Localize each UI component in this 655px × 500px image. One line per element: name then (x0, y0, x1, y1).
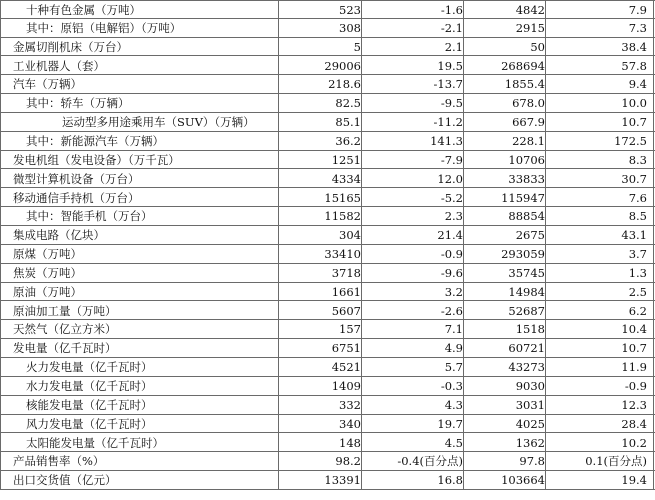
cumulative-value: 115947 (501, 190, 545, 205)
cumulative-growth: 7.9 (628, 3, 647, 17)
cumulative-value: 667.9 (512, 115, 545, 130)
row-name: 火力发电量（亿千瓦时） (26, 360, 153, 375)
cumulative-value: 10706 (508, 152, 545, 167)
table-row (0, 0, 655, 19)
current-month-value: 1661 (331, 284, 361, 299)
cumulative-value: 97.8 (519, 454, 545, 469)
current-month-growth: -0.4(百分点) (397, 454, 463, 469)
current-month-value: 5 (353, 39, 361, 54)
current-month-growth: 4.3 (444, 397, 463, 412)
current-month-value: 6751 (331, 341, 361, 356)
cumulative-growth: 8.3 (628, 152, 647, 167)
cumulative-value: 228.1 (512, 133, 545, 148)
row-name: 原煤（万吨） (13, 247, 82, 262)
cumulative-value: 9030 (515, 379, 545, 393)
grid-line (361, 0, 362, 490)
current-month-value: 523 (339, 3, 361, 17)
current-month-value: 82.5 (335, 96, 361, 111)
cumulative-value: 35745 (508, 265, 545, 280)
current-month-growth: 4.5 (444, 435, 463, 450)
cumulative-growth: -0.9 (624, 379, 647, 393)
table-row (0, 226, 655, 245)
row-name: 其中：智能手机（万台） (26, 209, 153, 224)
cumulative-value: 52687 (508, 303, 545, 318)
cumulative-growth: 38.4 (621, 39, 647, 54)
row-name: 风力发电量（亿千瓦时） (26, 416, 153, 431)
current-month-growth: 19.5 (437, 58, 463, 73)
grid-line (278, 0, 279, 490)
table-row (0, 151, 655, 170)
row-name: 其中：轿车（万辆） (26, 96, 130, 111)
cumulative-growth: 6.2 (628, 303, 647, 318)
cumulative-growth: 57.8 (621, 58, 647, 73)
current-month-value: 332 (339, 397, 361, 412)
current-month-value: 29006 (324, 58, 361, 73)
cumulative-value: 14984 (508, 284, 545, 299)
cumulative-value: 3031 (515, 397, 545, 412)
row-name: 原油加工量（万吨） (13, 303, 117, 318)
current-month-value: 5607 (331, 303, 361, 318)
table-row (0, 113, 655, 132)
table-row (0, 320, 655, 339)
row-name: 天然气（亿立方米） (13, 322, 117, 337)
row-name: 产品销售率（%） (13, 454, 105, 469)
row-name: 出口交货值（亿元） (13, 473, 117, 488)
cumulative-growth: 28.4 (621, 416, 647, 431)
current-month-growth: 3.2 (444, 284, 463, 299)
table-row (0, 283, 655, 302)
table-row (0, 19, 655, 38)
current-month-value: 33410 (324, 247, 361, 262)
current-month-value: 13391 (324, 473, 361, 488)
current-month-growth: 7.1 (444, 322, 463, 337)
current-month-value: 85.1 (335, 115, 361, 130)
current-month-growth: 141.3 (430, 133, 463, 148)
current-month-growth: -0.3 (440, 379, 463, 393)
table-row (0, 170, 655, 189)
table-row (0, 132, 655, 151)
current-month-value: 218.6 (328, 77, 361, 92)
row-name: 其中：原铝（电解铝）（万吨） (26, 20, 182, 35)
current-month-growth: 5.7 (444, 360, 463, 375)
cumulative-value: 268694 (501, 58, 545, 73)
current-month-growth: -9.6 (440, 265, 463, 280)
current-month-growth: 2.3 (444, 209, 463, 224)
cumulative-growth: 10.0 (621, 96, 647, 111)
cumulative-growth: 19.4 (621, 473, 647, 488)
cumulative-value: 50 (530, 39, 545, 54)
grid-line (545, 0, 546, 490)
current-month-growth: -13.7 (433, 77, 463, 92)
cumulative-growth: 1.3 (628, 265, 647, 280)
current-month-value: 308 (339, 20, 361, 35)
cumulative-value: 1362 (515, 435, 545, 450)
current-month-value: 1409 (331, 379, 361, 393)
row-name: 发电机组（发电设备）（万千瓦） (13, 152, 180, 167)
row-name: 集成电路（亿块） (13, 228, 105, 243)
cumulative-value: 4842 (515, 3, 545, 17)
cumulative-value: 293059 (501, 247, 545, 262)
cumulative-growth: 3.7 (628, 247, 647, 262)
current-month-value: 36.2 (335, 133, 361, 148)
row-name: 焦炭（万吨） (13, 265, 82, 280)
current-month-growth: 12.0 (437, 171, 463, 186)
current-month-growth: -1.6 (440, 3, 463, 17)
table-row (0, 471, 655, 490)
table-row (0, 57, 655, 76)
current-month-growth: 2.1 (444, 39, 463, 54)
current-month-value: 340 (339, 416, 361, 431)
current-month-growth: -11.2 (433, 115, 463, 130)
cumulative-growth: 7.6 (628, 190, 647, 205)
current-month-value: 98.2 (335, 454, 361, 469)
cumulative-growth: 8.5 (628, 209, 647, 224)
current-month-growth: 19.7 (437, 416, 463, 431)
cumulative-growth: 30.7 (621, 171, 647, 186)
current-month-value: 148 (339, 435, 361, 450)
cumulative-growth: 7.3 (628, 20, 647, 35)
row-name: 微型计算机设备（万台） (13, 171, 140, 186)
current-month-value: 11582 (324, 209, 361, 224)
row-name: 其中：新能源汽车（万辆） (26, 133, 164, 148)
current-month-growth: 21.4 (437, 228, 463, 243)
row-name: 金属切削机床（万台） (13, 39, 128, 54)
row-name: 运动型多用途乘用车（SUV）（万辆） (62, 115, 255, 130)
row-name: 水力发电量（亿千瓦时） (26, 379, 153, 393)
current-month-growth: -5.2 (440, 190, 463, 205)
cumulative-growth: 10.4 (621, 322, 647, 337)
table-row (0, 207, 655, 226)
cumulative-value: 678.0 (512, 96, 545, 111)
cumulative-growth: 2.5 (628, 284, 647, 299)
current-month-value: 4521 (331, 360, 361, 375)
cumulative-growth: 43.1 (621, 228, 647, 243)
current-month-value: 4334 (331, 171, 361, 186)
table-row (0, 38, 655, 57)
cumulative-growth: 0.1(百分点) (585, 454, 647, 469)
table-row (0, 396, 655, 415)
table-row (0, 94, 655, 113)
cumulative-growth: 172.5 (614, 133, 647, 148)
cumulative-growth: 12.3 (621, 397, 647, 412)
cumulative-value: 43273 (508, 360, 545, 375)
cumulative-value: 4025 (515, 416, 545, 431)
row-name: 原油（万吨） (13, 284, 82, 299)
row-name: 汽车（万辆） (13, 77, 82, 92)
row-name: 十种有色金属（万吨） (26, 3, 141, 17)
row-name: 发电量（亿千瓦时） (13, 341, 117, 356)
cumulative-growth: 9.4 (628, 77, 647, 92)
row-name: 太阳能发电量（亿千瓦时） (26, 435, 164, 450)
table-row (0, 339, 655, 358)
table-row (0, 189, 655, 208)
table-row (0, 415, 655, 434)
cumulative-value: 1855.4 (504, 77, 545, 92)
current-month-value: 3718 (331, 265, 361, 280)
current-month-value: 1251 (331, 152, 361, 167)
cumulative-value: 1518 (515, 322, 545, 337)
current-month-growth: -2.1 (440, 20, 463, 35)
row-name: 工业机器人（套） (13, 58, 105, 73)
cumulative-growth: 10.7 (621, 115, 647, 130)
current-month-growth: -7.9 (440, 152, 463, 167)
table-row (0, 377, 655, 396)
cumulative-growth: 10.7 (621, 341, 647, 356)
grid-line (653, 0, 654, 490)
cumulative-growth: 11.9 (621, 360, 647, 375)
cumulative-value: 60721 (508, 341, 545, 356)
cumulative-value: 2915 (515, 20, 545, 35)
current-month-growth: -9.5 (440, 96, 463, 111)
table-row (0, 75, 655, 94)
table-row (0, 264, 655, 283)
table-row (0, 245, 655, 264)
table-row (0, 302, 655, 321)
table-row (0, 434, 655, 453)
cumulative-value: 33833 (508, 171, 545, 186)
current-month-growth: -2.6 (440, 303, 463, 318)
cumulative-growth: 10.2 (621, 435, 647, 450)
current-month-value: 304 (339, 228, 361, 243)
table-row (0, 452, 655, 471)
cumulative-value: 103664 (501, 473, 545, 488)
current-month-growth: 4.9 (444, 341, 463, 356)
cumulative-value: 2675 (515, 228, 545, 243)
grid-line (463, 0, 464, 490)
current-month-growth: 16.8 (437, 473, 463, 488)
row-name: 移动通信手持机（万台） (13, 190, 140, 205)
current-month-value: 157 (339, 322, 361, 337)
current-month-growth: -0.9 (440, 247, 463, 262)
cumulative-value: 88854 (508, 209, 545, 224)
table-row (0, 358, 655, 377)
row-name: 核能发电量（亿千瓦时） (26, 397, 153, 412)
grid-line (0, 0, 1, 490)
current-month-value: 15165 (324, 190, 361, 205)
